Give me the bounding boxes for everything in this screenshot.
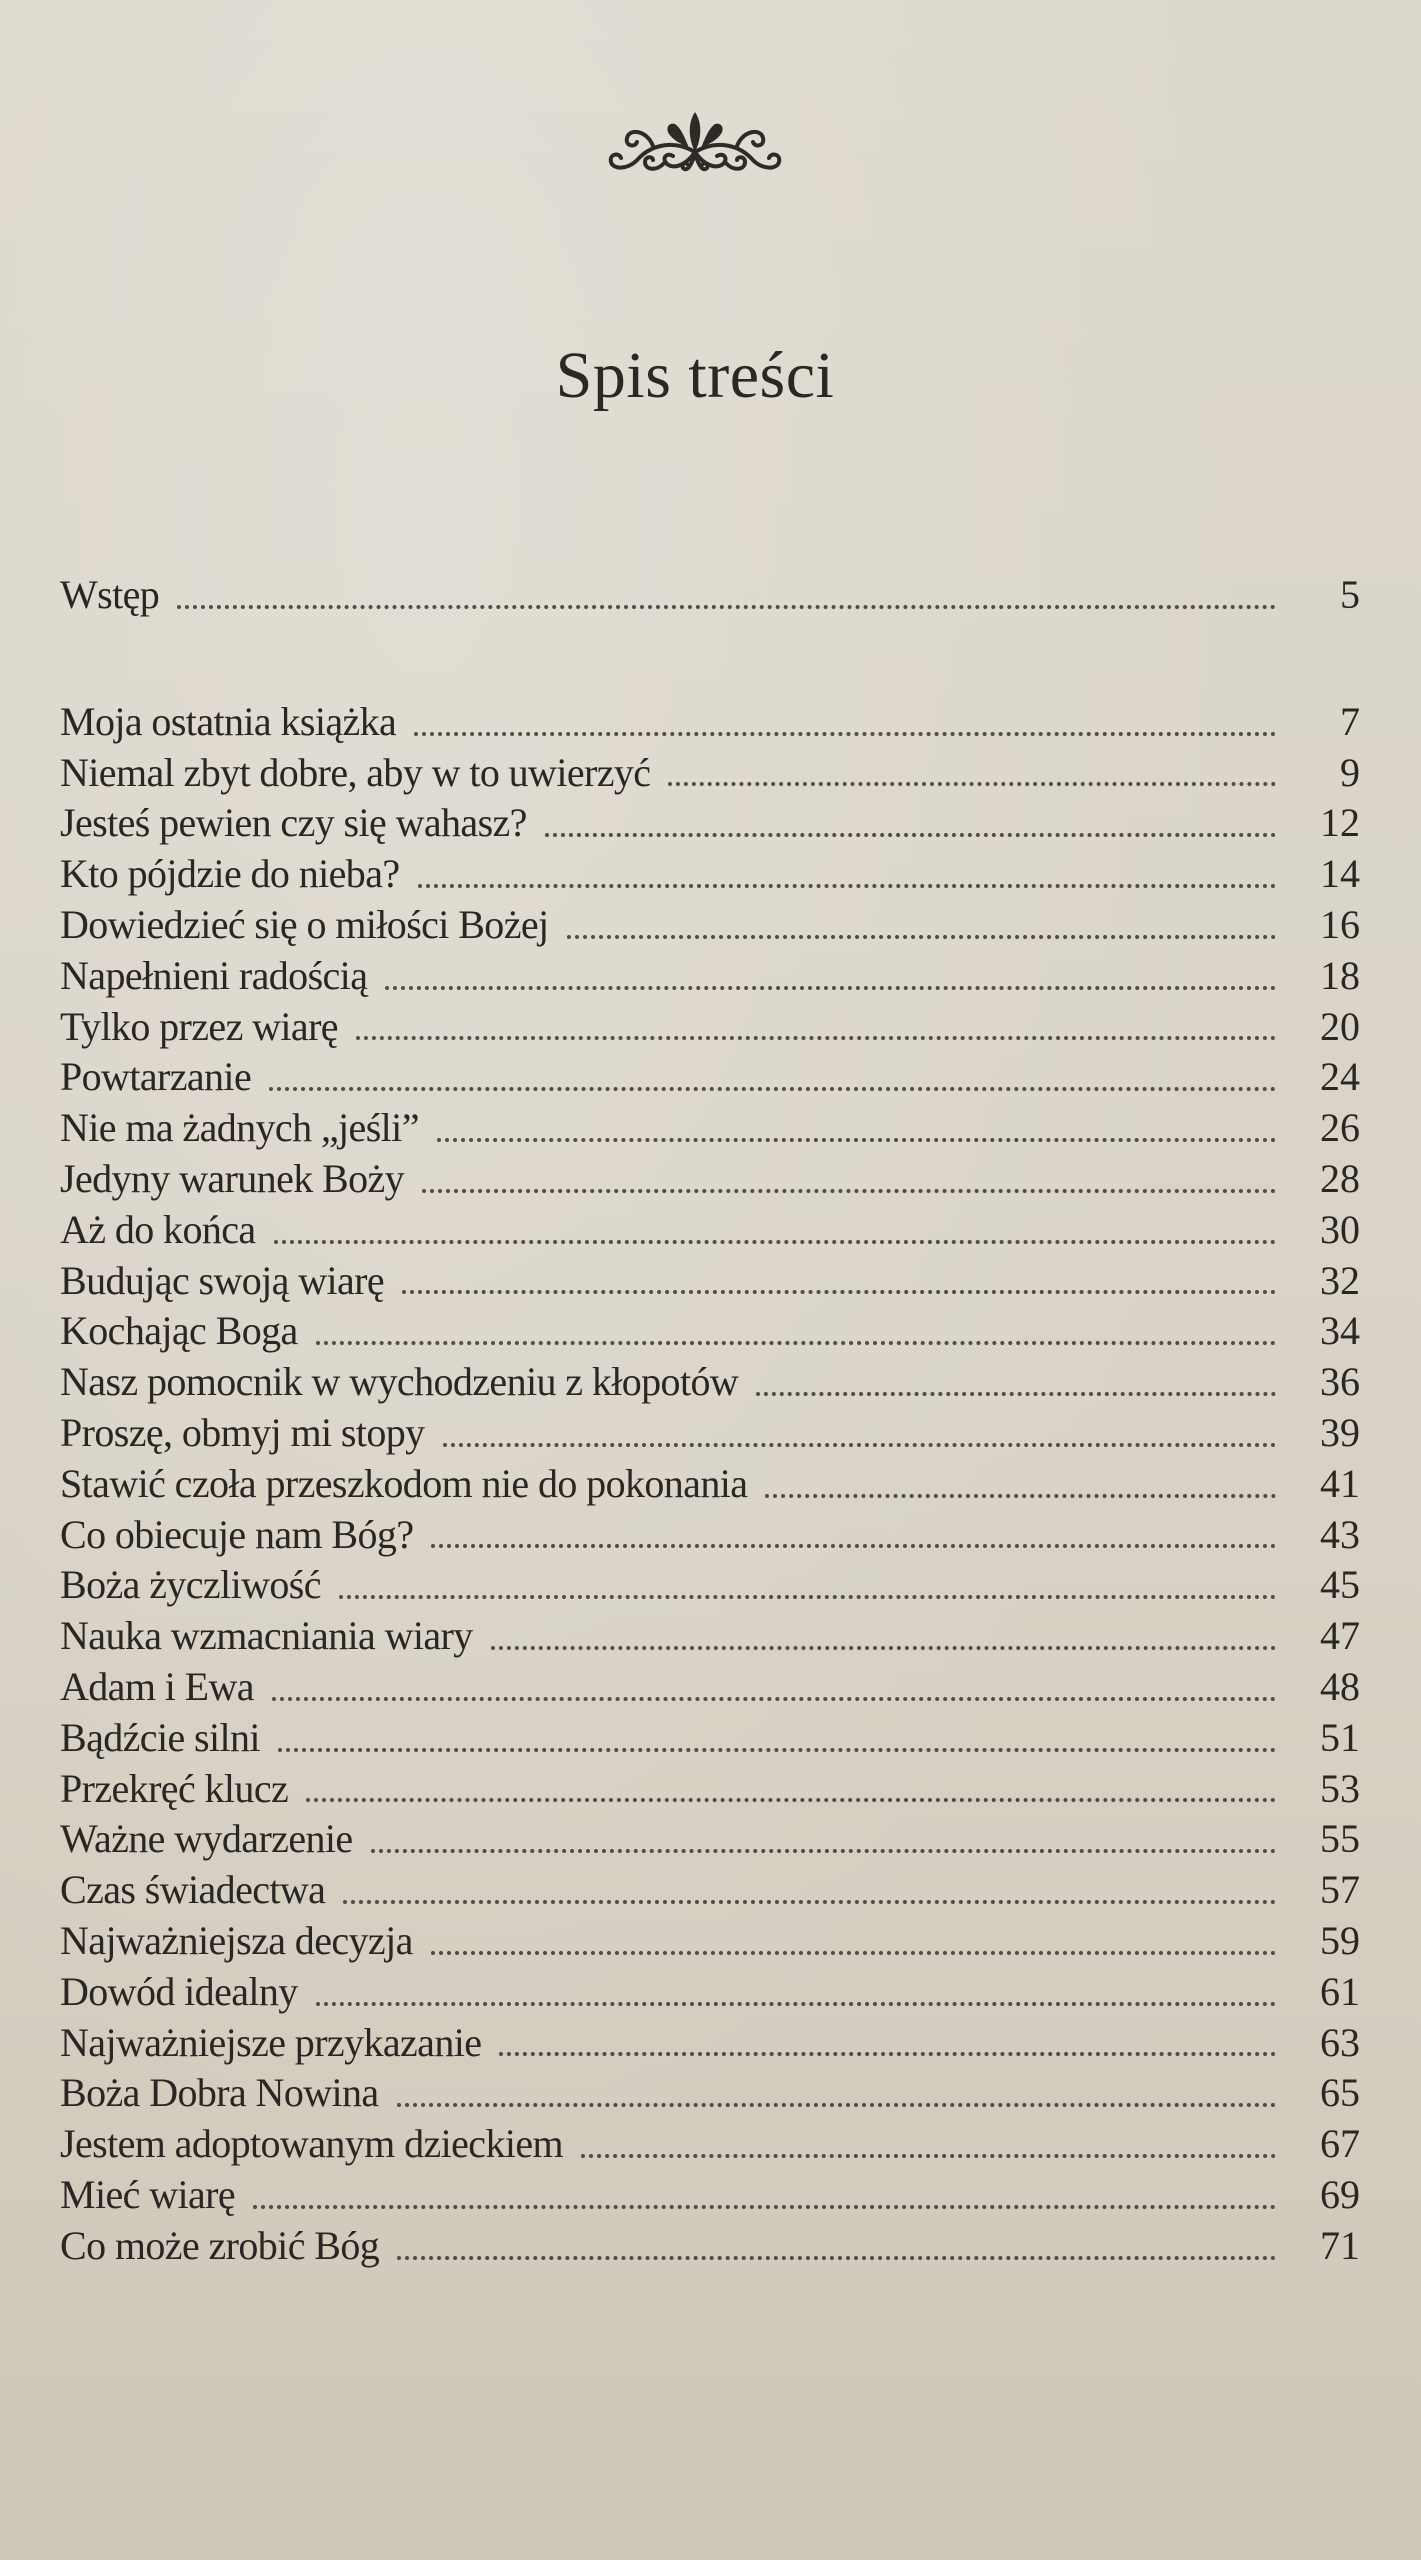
toc-entry-page: 57 — [1320, 1867, 1360, 1913]
toc-entry[interactable] — [60, 1103, 1360, 1154]
toc-entry-title: Mieć wiarę — [60, 2171, 236, 2217]
toc-entry-title: Stawić czoła przeszkodom nie do pokonania — [60, 1460, 748, 1506]
toc-entry-title: Czas świadectwa — [60, 1867, 326, 1913]
dot-leader — [371, 1849, 1276, 1853]
table-of-contents — [60, 570, 1360, 2272]
toc-entry-page: 32 — [1320, 1257, 1360, 1303]
toc-entry-title: Powtarzanie — [60, 1054, 252, 1100]
floral-flourish-icon — [595, 100, 795, 180]
toc-entry-page: 65 — [1320, 2070, 1360, 2116]
toc-entry-title: Kto pójdzie do nieba? — [60, 851, 400, 897]
toc-entry-title: Boża życzliwość — [60, 1562, 321, 1608]
toc-entry[interactable] — [60, 2221, 1360, 2272]
toc-entry-title: Najważniejsze przykazanie — [60, 2019, 482, 2065]
toc-entry-title: Jesteś pewien czy się wahasz? — [60, 800, 527, 846]
toc-entry-page: 67 — [1320, 2121, 1360, 2167]
toc-entry[interactable] — [60, 748, 1360, 799]
toc-entry[interactable] — [60, 1357, 1360, 1408]
dot-leader — [177, 605, 1276, 609]
toc-entry-page: 14 — [1320, 851, 1360, 897]
toc-entry-title: Proszę, obmyj mi stopy — [60, 1409, 425, 1455]
toc-entry-title: Nauka wzmacniania wiary — [60, 1613, 473, 1659]
dot-leader — [499, 2052, 1276, 2056]
toc-entry[interactable] — [60, 951, 1360, 1002]
toc-entry-page: 69 — [1320, 2171, 1360, 2217]
toc-entry-page: 63 — [1320, 2019, 1360, 2065]
dot-leader — [316, 1341, 1276, 1345]
toc-entry-title: Moja ostatnia książka — [60, 698, 397, 744]
dot-leader — [545, 833, 1276, 837]
toc-entry[interactable] — [60, 2170, 1360, 2221]
dot-leader — [402, 1290, 1276, 1294]
toc-entry-page: 41 — [1320, 1460, 1360, 1506]
dot-leader — [385, 986, 1276, 990]
toc-entry[interactable] — [60, 1967, 1360, 2018]
toc-entry-page: 26 — [1320, 1105, 1360, 1151]
toc-entry-page: 16 — [1320, 901, 1360, 947]
dot-leader — [272, 1697, 1276, 1701]
toc-entry-title: Dowiedzieć się o miłości Bożej — [60, 901, 549, 947]
toc-entry[interactable] — [60, 1052, 1360, 1103]
toc-entry[interactable] — [60, 1662, 1360, 1713]
toc-entry[interactable] — [60, 1256, 1360, 1307]
dot-leader — [356, 1036, 1276, 1040]
toc-entry-title: Boża Dobra Nowina — [60, 2070, 379, 2116]
toc-entry-page: 61 — [1320, 1968, 1360, 2014]
toc-entry-title: Jedyny warunek Boży — [60, 1155, 405, 1201]
toc-entry-page: 36 — [1320, 1359, 1360, 1405]
dot-leader — [581, 2154, 1276, 2158]
toc-entry-title: Jestem adoptowanym dzieckiem — [60, 2121, 564, 2167]
toc-entry[interactable] — [60, 1560, 1360, 1611]
toc-entry-page: 71 — [1320, 2222, 1360, 2268]
toc-entry[interactable] — [60, 697, 1360, 748]
toc-entry-page: 30 — [1320, 1206, 1360, 1252]
toc-entry-title: Nasz pomocnik w wychodzeniu z kłopotów — [60, 1359, 739, 1405]
toc-entry-intro[interactable] — [60, 570, 1360, 621]
toc-entry-page: 45 — [1320, 1562, 1360, 1608]
dot-leader — [397, 2256, 1276, 2260]
toc-entry-title: Budując swoją wiarę — [60, 1257, 385, 1303]
toc-entry-title: Najważniejsza decyzja — [60, 1917, 413, 1963]
toc-entry-page: 51 — [1320, 1714, 1360, 1760]
toc-entry-page: 48 — [1320, 1663, 1360, 1709]
toc-entry-title: Nie ma żadnych „jeśli” — [60, 1105, 419, 1151]
toc-entry[interactable] — [60, 1611, 1360, 1662]
page-title: Spis treści — [555, 339, 835, 412]
toc-entry-page: 47 — [1320, 1613, 1360, 1659]
toc-entry-page: 34 — [1320, 1308, 1360, 1354]
dot-leader — [414, 732, 1276, 736]
toc-entry-page: 24 — [1320, 1054, 1360, 1100]
toc-entry[interactable] — [60, 1916, 1360, 1967]
toc-entry-page: 28 — [1320, 1155, 1360, 1201]
toc-entry[interactable] — [60, 849, 1360, 900]
toc-entry-title: Tylko przez wiarę — [60, 1003, 338, 1049]
toc-entry[interactable] — [60, 2068, 1360, 2119]
toc-entry-title: Co obiecuje nam Bóg? — [60, 1511, 414, 1557]
dot-leader — [422, 1189, 1276, 1193]
toc-entry-page: 43 — [1320, 1511, 1360, 1557]
toc-entry-page: 12 — [1320, 800, 1360, 846]
toc-entry-page: 5 — [1340, 572, 1360, 617]
dot-leader — [269, 1087, 1276, 1091]
toc-entry-page: 18 — [1320, 952, 1360, 998]
toc-entry[interactable] — [60, 1510, 1360, 1561]
toc-entry-title: Napełnieni radością — [60, 952, 368, 998]
dot-leader — [418, 884, 1276, 888]
toc-entry[interactable] — [60, 1154, 1360, 1205]
dot-leader — [765, 1494, 1276, 1498]
toc-entry[interactable] — [60, 900, 1360, 951]
toc-entry-title: Dowód idealny — [60, 1968, 298, 2014]
dot-leader — [274, 1240, 1276, 1244]
toc-entry-page: 55 — [1320, 1816, 1360, 1862]
dot-leader — [316, 2002, 1276, 2006]
toc-entry-title: Ważne wydarzenie — [60, 1816, 353, 1862]
toc-entry[interactable] — [60, 1814, 1360, 1865]
toc-entry-page: 53 — [1320, 1765, 1360, 1811]
toc-entry[interactable] — [60, 798, 1360, 849]
toc-entry-title: Adam i Ewa — [60, 1663, 254, 1709]
dot-leader — [668, 782, 1276, 786]
toc-entry[interactable] — [60, 1459, 1360, 1510]
toc-entry[interactable] — [60, 1713, 1360, 1764]
dot-leader — [443, 1443, 1276, 1447]
toc-entry-title: Niemal zbyt dobre, aby w to uwierzyć — [60, 749, 651, 795]
toc-entry[interactable] — [60, 1306, 1360, 1357]
toc-entry[interactable] — [60, 2119, 1360, 2170]
dot-leader — [437, 1138, 1276, 1142]
dot-leader — [431, 1544, 1276, 1548]
toc-entry-title: Bądźcie silni — [60, 1714, 260, 1760]
toc-entry-page: 20 — [1320, 1003, 1360, 1049]
toc-entry-title: Aż do końca — [60, 1206, 256, 1252]
toc-entry-page: 39 — [1320, 1409, 1360, 1455]
toc-entry[interactable] — [60, 1002, 1360, 1053]
dot-leader — [278, 1748, 1276, 1752]
toc-entry-page: 59 — [1320, 1917, 1360, 1963]
dot-leader — [306, 1798, 1276, 1802]
toc-entry[interactable] — [60, 1865, 1360, 1916]
dot-leader — [253, 2205, 1276, 2209]
toc-entry[interactable] — [60, 1205, 1360, 1256]
toc-entry-title: Przekręć klucz — [60, 1765, 289, 1811]
dot-leader — [756, 1392, 1276, 1396]
dot-leader — [567, 935, 1276, 939]
dot-leader — [491, 1646, 1276, 1650]
toc-entry-page: 7 — [1340, 698, 1360, 744]
toc-entry[interactable] — [60, 1408, 1360, 1459]
dot-leader — [343, 1900, 1276, 1904]
toc-entry[interactable] — [60, 2018, 1360, 2069]
toc-entry-title: Wstęp — [60, 572, 160, 617]
toc-entry-title: Co może zrobić Bóg — [60, 2222, 380, 2268]
dot-leader — [431, 1951, 1276, 1955]
toc-entry-title: Kochając Boga — [60, 1308, 298, 1354]
dot-leader — [339, 1595, 1276, 1599]
toc-entry[interactable] — [60, 1764, 1360, 1815]
dot-leader — [397, 2103, 1276, 2107]
toc-entry-page: 9 — [1340, 749, 1360, 795]
